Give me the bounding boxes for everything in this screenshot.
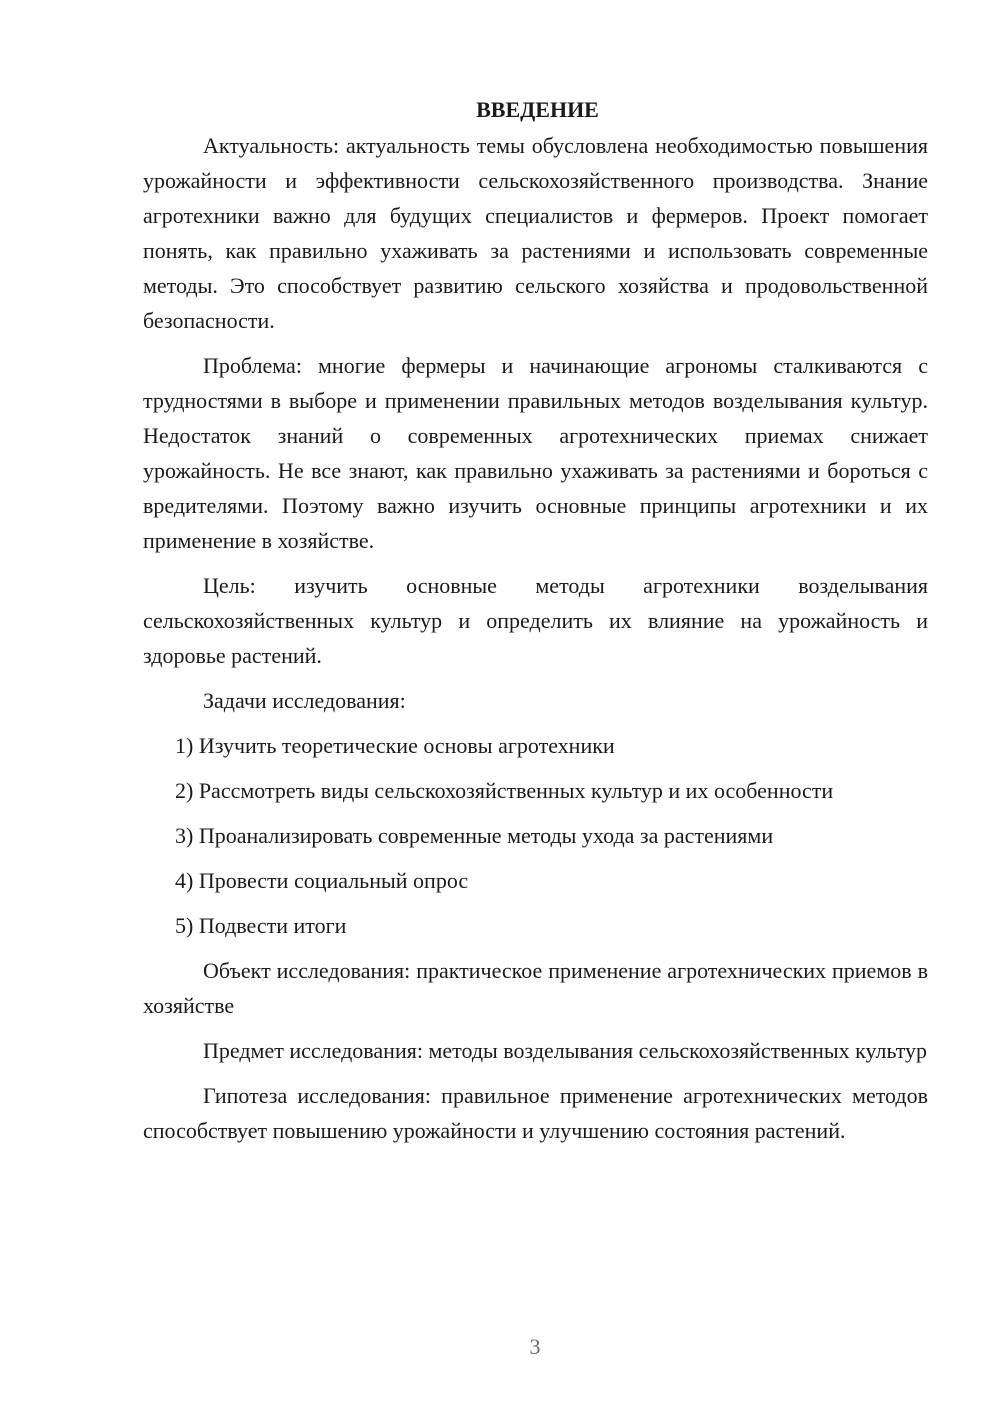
problem-paragraph: Проблема: многие фермеры и начинающие агрономы сталкиваются с трудностями в выборе и применении правильных методов возделывания культур. Недостаток знаний о современных агротехнических приемах снижает урожайность. Не все знают, как правильно ухаживать за растениями и бороться с вредителями. Поэтому важно изучить основные принципы агротехники и их применение в хозяйстве. bbox=[143, 353, 928, 553]
task-item-4: 4) Провести социальный опрос bbox=[175, 868, 469, 893]
subject-paragraph: Предмет исследования: методы возделывания сельскохозяйственных культур bbox=[203, 1038, 928, 1063]
task-item-2: 2) Рассмотреть виды сельскохозяйственных культур и их особенности bbox=[175, 778, 834, 803]
task-item-1: 1) Изучить теоретические основы агротехники bbox=[175, 733, 615, 758]
document-page bbox=[143, 92, 928, 1148]
tasks-heading: Задачи исследования: bbox=[203, 688, 406, 713]
hypothesis-paragraph: Гипотеза исследования: правильное применение агротехнических методов способствует повышению урожайности и улучшению состояния растений. bbox=[143, 1083, 928, 1143]
page-number: 3 bbox=[529, 1334, 541, 1359]
object-paragraph: Объект исследования: практическое применение агротехнических приемов в хозяйстве bbox=[143, 958, 928, 1018]
goal-paragraph: Цель: изучить основные методы агротехники возделывания сельскохозяйственных культур и определить их влияние на урожайность и здоровье растений. bbox=[143, 573, 928, 668]
task-item-3: 3) Проанализировать современные методы ухода за растениями bbox=[175, 823, 774, 848]
task-list bbox=[143, 728, 928, 943]
page-title: ВВЕДЕНИЕ bbox=[476, 97, 599, 122]
relevance-paragraph: Актуальность: актуальность темы обусловлена необходимостью повышения урожайности и эффективности сельскохозяйственного производства. Знание агротехники важно для будущих специалистов и фермеров. Проект помогает понять, как правильно ухаживать за растениями и использовать современные методы. Это способствует развитию сельского хозяйства и продовольственной безопасности. bbox=[143, 133, 928, 333]
task-item-5: 5) Подвести итоги bbox=[175, 913, 347, 938]
